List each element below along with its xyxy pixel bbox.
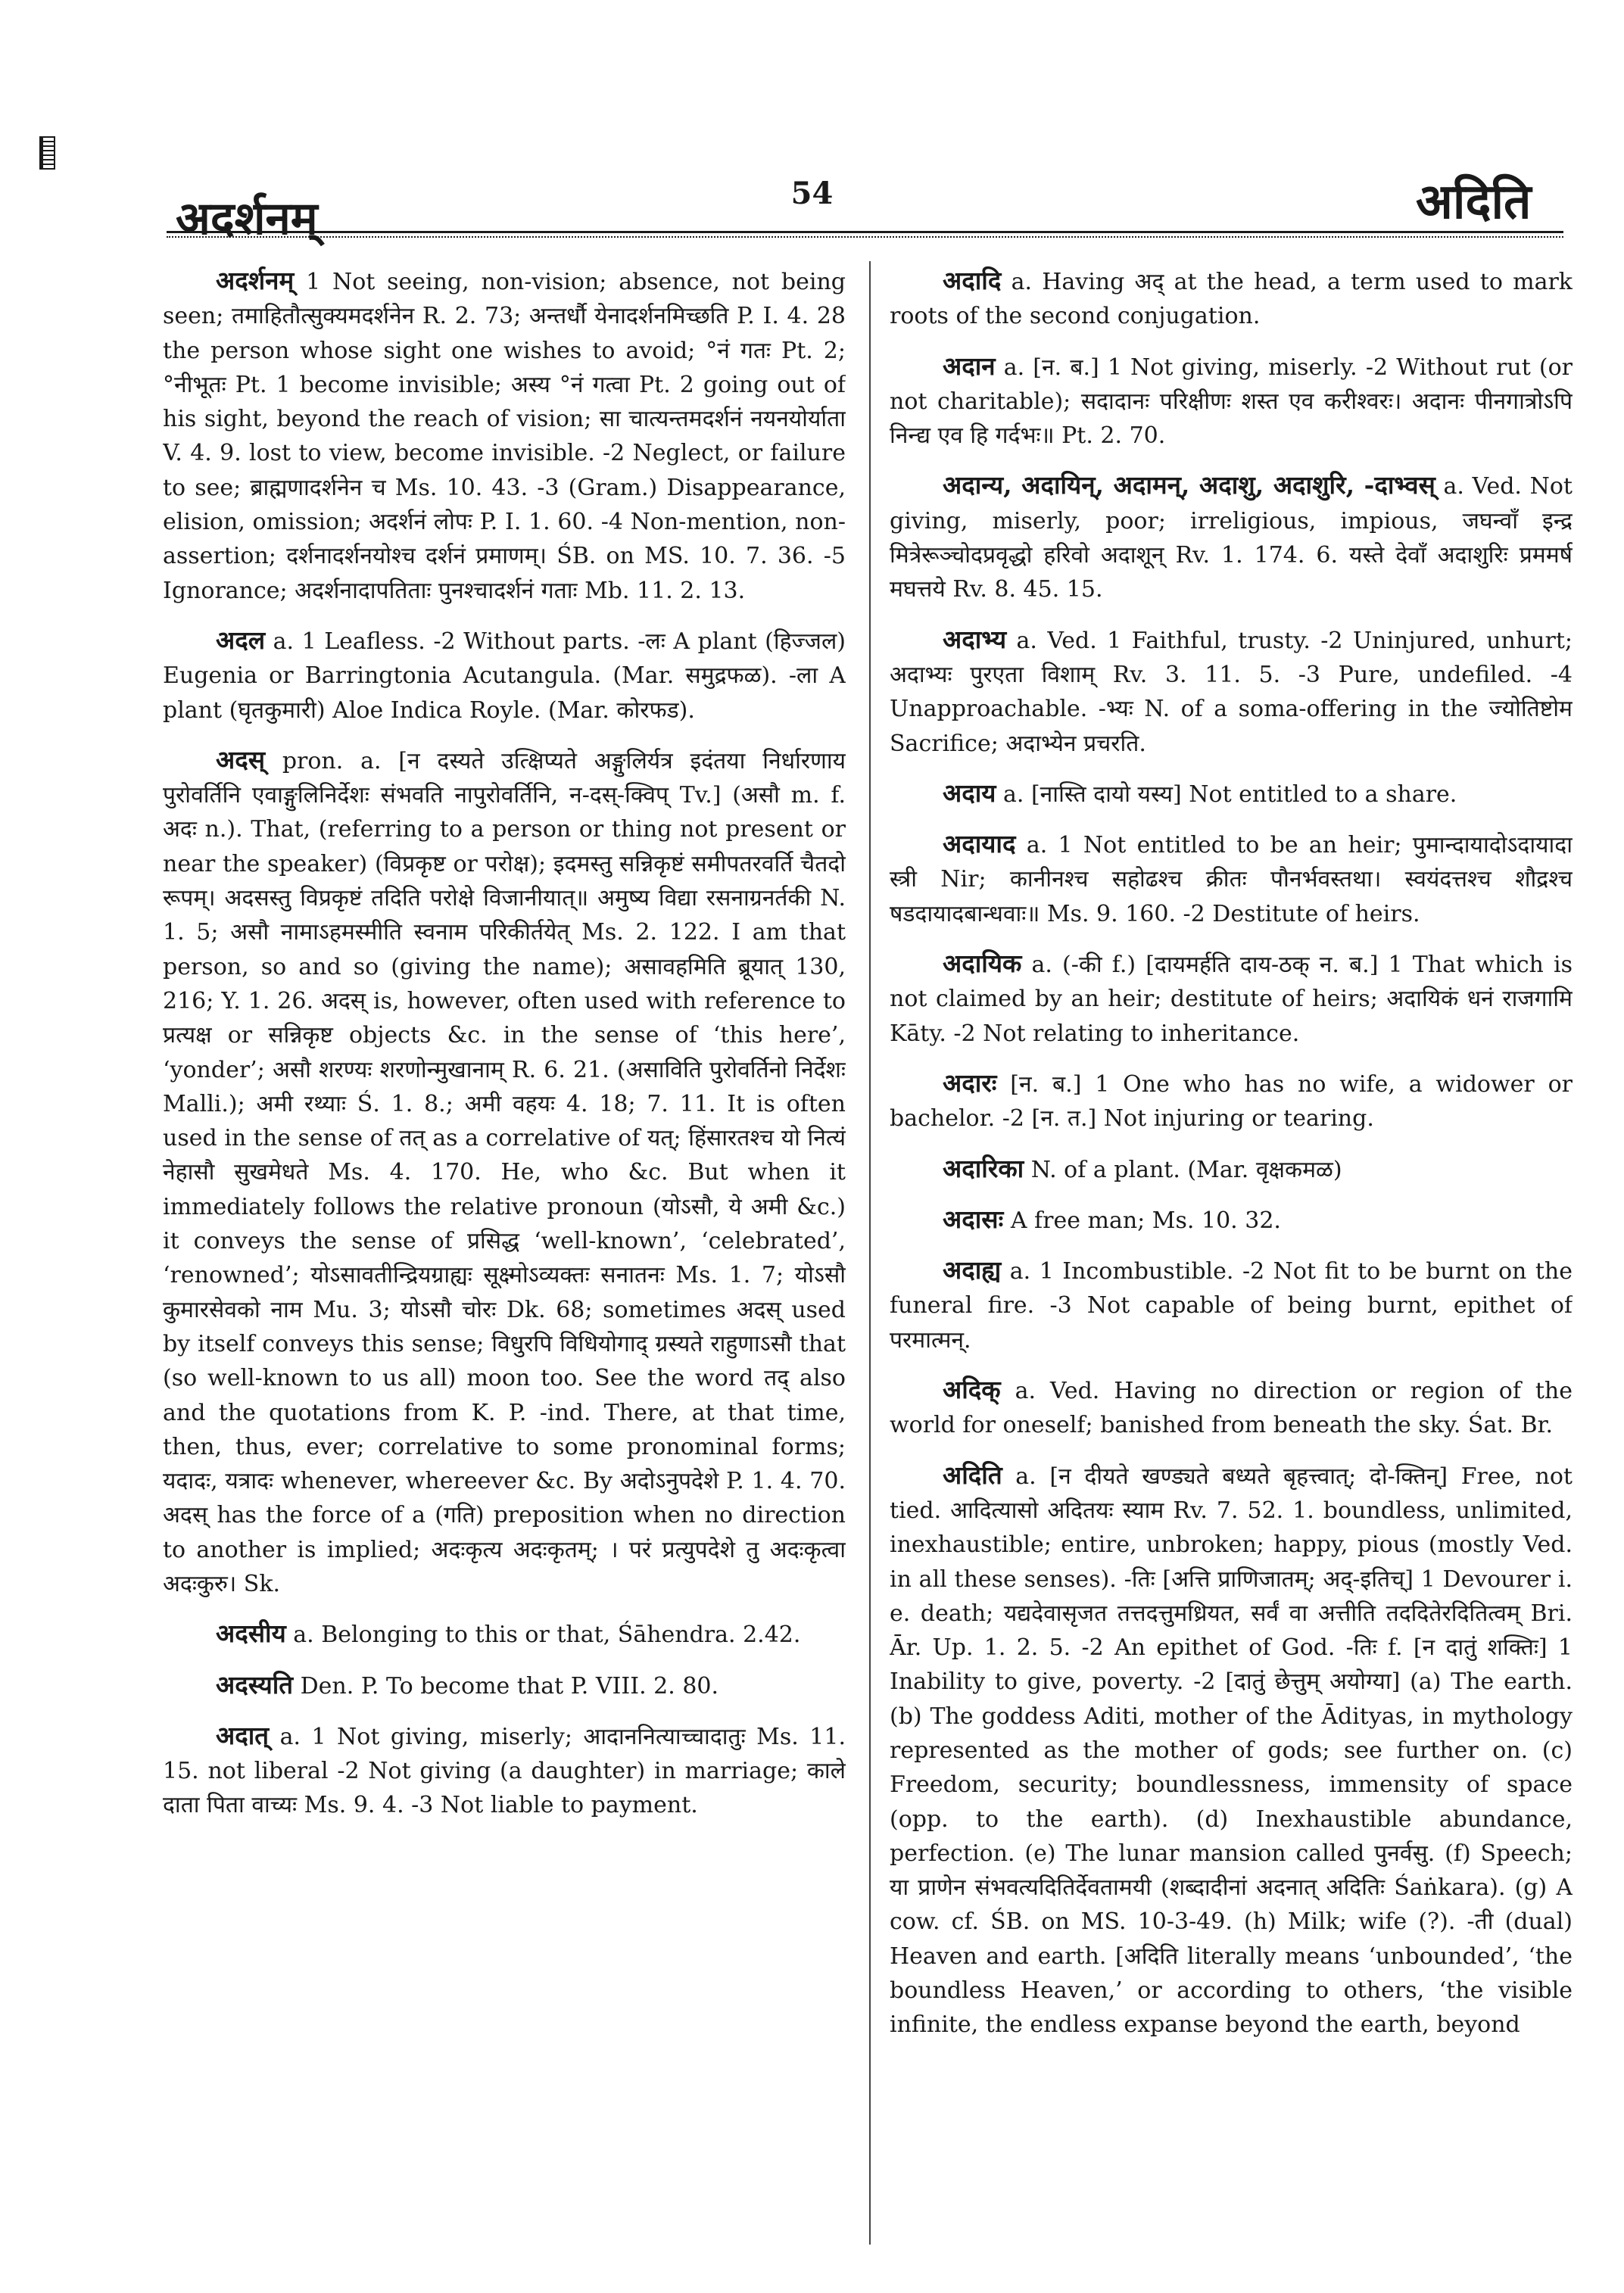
- entry-headword: अदस्यति: [216, 1669, 294, 1699]
- entry-text: A free man; Ms. 10. 32.: [1010, 1207, 1281, 1234]
- entry-text: a. Ved. Having no direction or region of the world for oneself; banished from beneath the sky. Śat. Br.: [890, 1378, 1573, 1439]
- entry-text: a. [न. ब.] 1 Not giving, miserly. -2 Without rut (or not charitable); सदादानः परिक्षीणः शस्त एव करीश्वरः। अदानः पीनगात्रोऽपि निन्द्य एव हि गर्दभः॥ Pt. 2. 70.: [890, 354, 1573, 450]
- entry-text: a. [नास्ति दायो यस्य] Not entitled to a share.: [1002, 780, 1457, 808]
- entry-headword: अदासः: [943, 1204, 1004, 1234]
- entry: [163, 1718, 846, 1823]
- entry-text: Den. P. To become that P. VIII. 2. 80.: [300, 1672, 719, 1699]
- entry-headword: अदिक्: [943, 1375, 1001, 1405]
- right-running-headword: अदिति: [1416, 173, 1532, 230]
- entry-text: N. of a plant. (Mar. वृक्षकमळ): [1030, 1156, 1342, 1183]
- entry-headword: अदस्: [216, 744, 266, 774]
- entry-text: a. (-की f.) [दायमर्हति दाय-ठक् न. ब.] 1 That which is not claimed by an heir; destitute of heirs; अदायिकं धनं राजगामि Kāty. -2 Not relating to inheritance.: [890, 952, 1573, 1047]
- entry: [890, 1202, 1573, 1238]
- entry-text: 1 Not seeing, non-vision; absence, not being seen; तमाहितौत्सुक्यमदर्शनेन R. 2. 73; अन्तर्धौ येनादर्शनमिच्छति P. I. 4. 28 the person whose sight one wishes to avoid; °नं गतः Pt. 2; °नीभूतः Pt. 1 become invisible; अस्य °नं गत्वा Pt. 2 going out of his sight, beyond the reach of vision; सा चात्यन्तमदर्शनं नयनयोर्याता V. 4. 9. lost to view, become invisible. -2 Neglect, or failure to see; ब्राह्मणादर्शनेन च Ms. 10. 43. -3 (Gram.) Disappearance, elision, omission; अदर्शनं लोपः P. I. 1. 60. -4 Non-mention, non-assertion; दर्शनादर्शनयोश्च दर्शनं प्रमाणम्। ŚB. on MS. 10. 7. 36. -5 Ignorance; अदर्शनादापतिताः पुनश्चादर्शनं गताः Mb. 11. 2. 13.: [163, 269, 846, 604]
- entry-headword: अदाह्य: [943, 1255, 1002, 1285]
- entry: [163, 623, 846, 727]
- page-number: 54: [790, 176, 834, 211]
- entry: [890, 1372, 1573, 1443]
- entry: [890, 622, 1573, 761]
- entry: [163, 1668, 846, 1703]
- entry-text: a. Ved. Not giving, miserly, poor; irreligious, impious, जघन्वाँ इन्द्र मित्रेरूञ्चोदप्रवृद्धो हरिवो अदाशून् Rv. 1. 174. 6. यस्ते देवाँ अदाशुरिः प्रममर्ष मघत्तये Rv. 8. 45. 15.: [890, 473, 1573, 603]
- entry-headword: अदायिक: [943, 949, 1022, 979]
- entry: [890, 263, 1573, 334]
- left-running-headword: अदर्शनम्: [176, 192, 318, 245]
- entry-text: pron. a. [न दस्यते उत्क्षिप्यते अङ्गुलिर्यत्र इदंतया निर्धारणाय पुरोवर्तिनि एवाङ्गुलिनिर्देशः संभवति नापुरोवर्तिनि, न-दस्-क्विप् Tv.] (असौ m. f. अदः n.). That, (referring to a person or thing not present or near the speaker) (विप्रकृष्ट or परोक्ष); इदमस्तु सन्निकृष्टं समीपतरवर्ति चैतदो रूपम्। अदसस्तु विप्रकृष्टं तदिति परोक्षे विजानीयात्॥ अमुष्य विद्या रसनाग्रनर्तकी N. 1. 5; असौ नामाऽहमस्मीति स्वनाम परिकीर्तयेत् Ms. 2. 122. I am that person, so and so (giving the name); असावहमिति ब्रूयात् 130, 216; Y. 1. 26. अदस् is, however, often used with reference to प्रत्यक्ष or सन्निकृष्ट objects &c. in the sense of ‘this here’, ‘yonder’; असौ शरण्यः शरणोन्मुखानाम् R. 6. 21. (असाविति पुरोवर्तिनो निर्देशः Malli.); अमी रथ्याः Ś. 1. 8.; अमी वहयः 4. 18; 7. 11. It is often used in the sense of तत् as a correlative of यत्; हिंसारतश्च यो नित्यं नेहासौ सुखमेधते Ms. 4. 170. He, who &c. But when it immediately follows the relative pronoun (योऽसौ, ये अमी &c.) it conveys the sense of प्रसिद्ध ‘well-known’, ‘celebrated’, ‘renowned’; योऽसावतीन्द्रियग्राह्यः सूक्ष्मोऽव्यक्तः सनातनः Ms. 1. 7; योऽसौ कुमारसेवको नाम Mu. 3; योऽसौ चोरः Dk. 68; sometimes अदस् used by itself conveys this sense; विधुरपि विधियोगाद् ग्रस्यते राहुणाऽसौ that (so well-known to us all) moon too. See the word तद् also and the quotations from K. P. -ind. There, at that time, then, thus, ever; correlative to some pronominal forms; यदादः, यत्रादः whenever, whereever &c. By अदोऽनुपदेशे P. 1. 4. 70. अदस् has the force of a (गति) preposition when no direction to another is implied; अदःकृत्य अदःकृतम्; । परं प्रत्युपदेशे तु अदःकृत्वा अदःकुरु। Sk.: [163, 747, 846, 1597]
- entry-text: a. [न दीयते खण्ड्यते बध्यते बृहत्त्वात्; दो-क्तिन्] Free, not tied. आदित्यासो अदितयः स्याम Rv. 7. 52. 1. boundless, unlimited, inexhaustible; entire, unbroken; happy, pious (mostly Ved. in all these senses). -तिः [अत्ति प्राणिजातम्; अद्-इतिच्] 1 Devourer i. e. death; यद्यदेवासृजत तत्तदत्तुमध्रियत, सर्वं वा अत्तीति तददितेरदितित्वम् Bri. Ār. Up. 1. 2. 5. -2 An epithet of God. -तिः f. [न दातुं शक्तिः] 1 Inability to give, poverty. -2 [दातुं छेत्तुम् अयोग्या] (a) The earth. (b) The goddess Aditi, mother of the Ādityas, in mythology represented as the mother of gods; see further on. (c) Freedom, security; boundlessness, immensity of space (opp. to the earth). (d) Inexhaustible abundance, perfection. (e) The lunar mansion called पुनर्वसु. (f) Speech; या प्राणेन संभवत्यदितिर्देवतामयी (शब्दादीनां अदनात् अदितिः Śaṅkara). (g) A cow. cf. ŚB. on MS. 10-3-49. (h) Milk; wife (?). -ती (dual) Heaven and earth. [अदिति literally means ‘unbounded’, ‘the boundless Heaven,’ or according to others, ‘the visible infinite, the endless expanse beyond the earth, beyond: [890, 1463, 1573, 2039]
- entry-headword: अदायाद: [943, 829, 1016, 859]
- entry-text: [न. ब.] 1 One who has no wife, a widower or bachelor. -2 [न. त.] Not injuring or tearing.: [890, 1070, 1573, 1132]
- entry-headword: अदारिका: [943, 1153, 1024, 1183]
- entry: [890, 468, 1573, 606]
- entry-text: a. Having अद् at the head, a term used to mark roots of the second conjugation.: [890, 269, 1573, 330]
- running-header: [0, 0, 1624, 257]
- entry-text: a. 1 Incombustible. -2 Not fit to be burnt on the funeral fire. -3 Not capable of being burnt, epithet of परमात्मन्.: [890, 1258, 1573, 1354]
- entry-headword: अदान्य, अदायिन्, अदामन्, अदाशु, अदाशुरि, -दाभ्वस्: [943, 470, 1435, 500]
- header-rule: [167, 231, 1563, 233]
- entry-text: a. 1 Not entitled to be an heir; पुमान्दायादोऽदायादा स्त्री Nir; कानीनश्च सहोढश्च क्रीतः पौनर्भवस्तथा। स्वयंदत्तश्च शौद्रश्च षडदायादबान्धवाः॥ Ms. 9. 160. -2 Destitute of heirs.: [890, 832, 1573, 927]
- entry-text: a. 1 Not giving, miserly; आदाननित्याच्चादातुः Ms. 11. 15. not liberal -2 Not giving (a daughter) in marriage; काले दाता पिता वाच्यः Ms. 9. 4. -3 Not liable to payment.: [163, 1723, 846, 1819]
- entry: [163, 263, 846, 608]
- entry: [890, 1253, 1573, 1357]
- header-rule-dotted: [167, 236, 1563, 238]
- entry: [890, 776, 1573, 812]
- entry: [890, 349, 1573, 453]
- entry: [890, 946, 1573, 1051]
- entry-text: a. 1 Leafless. -2 Without parts. -लः A plant (हिज्जल) Eugenia or Barringtonia Acutangula. (Mar. समुद्रफळ). -ला A plant (घृतकुमारी) Aloe Indica Royle. (Mar. कोरफड).: [163, 628, 846, 724]
- entry: [890, 1151, 1573, 1187]
- entry-headword: अदादि: [943, 266, 1002, 295]
- entry: [163, 743, 846, 1601]
- entry-headword: अदिति: [943, 1460, 1002, 1490]
- entry-headword: अदल: [216, 625, 266, 655]
- entry-text: a. Ved. 1 Faithful, trusty. -2 Uninjured, unhurt; अदाभ्यः पुरएता विशाम् Rv. 3. 11. 5. -3 Pure, undefiled. -4 Unapproachable. -भ्यः N. of a soma-offering in the ज्योतिष्टोम Sacrifice; अदाभ्येन प्रचरति.: [890, 627, 1573, 757]
- entry-headword: अदारः: [943, 1067, 997, 1098]
- entry-headword: अदात्: [216, 1720, 270, 1750]
- entry-headword: अदान: [943, 350, 996, 381]
- entry-text: a. Belonging to this or that, Śāhendra. 2.42.: [293, 1622, 801, 1649]
- entry-headword: अदाय: [943, 777, 996, 808]
- entry-headword: अदाभ्य: [943, 624, 1007, 654]
- entry: [890, 1066, 1573, 1136]
- entry: [163, 1616, 846, 1652]
- entry: [890, 827, 1573, 931]
- right-column: [890, 263, 1573, 2232]
- entry-headword: अदर्शनम्: [216, 266, 295, 295]
- entry: [890, 1458, 1573, 2042]
- entry-headword: अदसीय: [216, 1618, 286, 1649]
- left-column: [163, 263, 846, 2232]
- column-divider: [869, 261, 871, 2245]
